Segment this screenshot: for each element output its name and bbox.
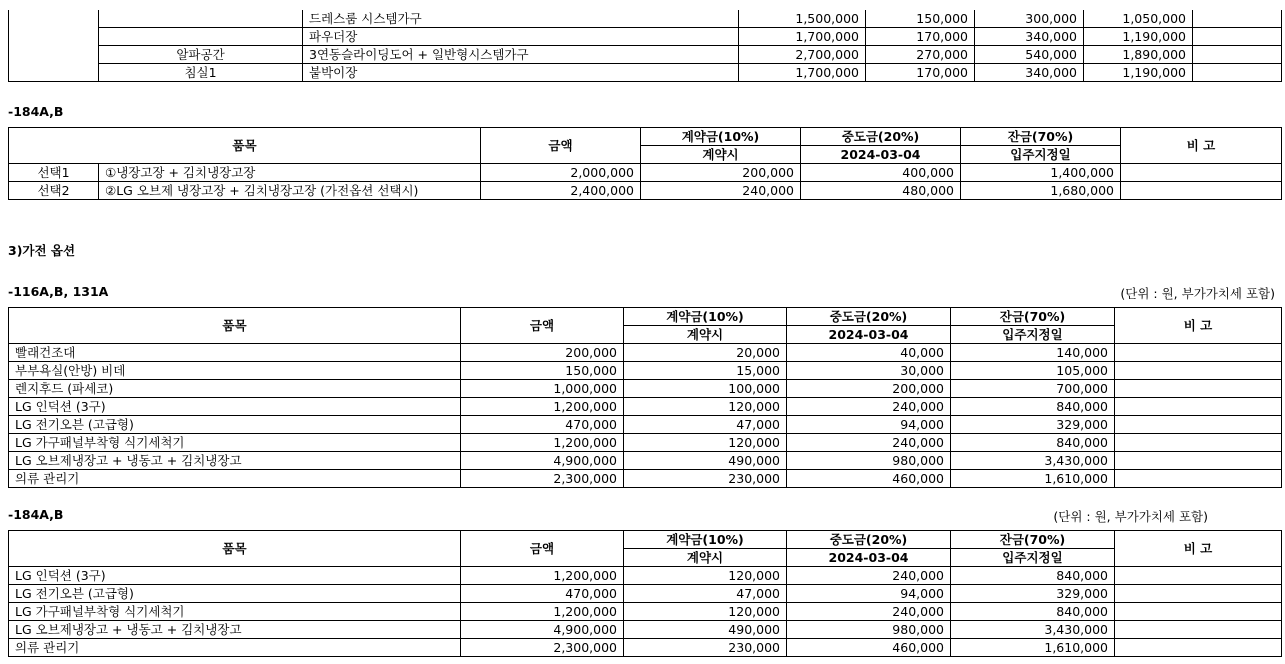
- deposit-cell: 47,000: [624, 585, 787, 603]
- section-title: -184A,B: [8, 104, 64, 119]
- item-cell: 부부욕실(안방) 비데: [9, 362, 461, 380]
- middle-cell: 40,000: [787, 344, 951, 362]
- middle-cell: 240,000: [787, 603, 951, 621]
- deposit-cell: 490,000: [624, 452, 787, 470]
- amount-cell: 1,000,000: [461, 380, 624, 398]
- note-cell: [1115, 434, 1282, 452]
- item-cell: 파우더장: [303, 28, 739, 46]
- balance-cell: 1,610,000: [951, 639, 1115, 657]
- note-cell: [1115, 621, 1282, 639]
- header-deposit-sub: 계약시: [641, 146, 801, 164]
- item-cell: 3연동슬라이딩도어 + 일반형시스템가구: [303, 46, 739, 64]
- table-row: [9, 10, 1282, 28]
- deposit-cell: 100,000: [624, 380, 787, 398]
- middle-cell: 340,000: [975, 28, 1084, 46]
- table-row: [9, 639, 1282, 657]
- balance-cell: 3,430,000: [951, 621, 1115, 639]
- middle-cell: 540,000: [975, 46, 1084, 64]
- top-option-table: [8, 10, 1282, 82]
- item-cell: 렌지후드 (파세코): [9, 380, 461, 398]
- note-cell: [1115, 567, 1282, 585]
- fridge-cabinet-table: [8, 127, 1282, 200]
- middle-cell: 30,000: [787, 362, 951, 380]
- deposit-cell: 240,000: [641, 182, 801, 200]
- amount-cell: 2,300,000: [461, 470, 624, 488]
- balance-cell: 1,610,000: [951, 470, 1115, 488]
- amount-cell: 1,200,000: [461, 398, 624, 416]
- amount-cell: 1,200,000: [461, 567, 624, 585]
- header-middle: 중도금(20%): [787, 308, 951, 326]
- item-cell: ①냉장고장 + 김치냉장고장: [99, 164, 481, 182]
- middle-cell: 200,000: [787, 380, 951, 398]
- balance-cell: 840,000: [951, 398, 1115, 416]
- table-row: [9, 344, 1282, 362]
- table-row: [9, 470, 1282, 488]
- item-cell: 드레스룸 시스템가구: [303, 10, 739, 28]
- table-row: [9, 416, 1282, 434]
- amount-cell: 2,300,000: [461, 639, 624, 657]
- unit-note: (단위 : 원, 부가가치세 포함): [1053, 509, 1208, 524]
- balance-cell: 700,000: [951, 380, 1115, 398]
- table-row: [9, 46, 1282, 64]
- item-cell: 빨래건조대: [9, 344, 461, 362]
- room-cell: 알파공간: [99, 46, 303, 64]
- note-cell: [1193, 28, 1282, 46]
- room-cell: [99, 28, 303, 46]
- deposit-cell: 47,000: [624, 416, 787, 434]
- item-cell: LG 전기오븐 (고급형): [9, 416, 461, 434]
- middle-cell: 460,000: [787, 470, 951, 488]
- balance-cell: 329,000: [951, 416, 1115, 434]
- balance-cell: 1,050,000: [1084, 10, 1193, 28]
- amount-cell: 2,000,000: [481, 164, 641, 182]
- header-middle-sub: 2024-03-04: [787, 549, 951, 567]
- balance-cell: 105,000: [951, 362, 1115, 380]
- header-balance-sub: 입주지정일: [961, 146, 1121, 164]
- header-amount: 금액: [481, 128, 641, 164]
- note-cell: [1193, 10, 1282, 28]
- item-cell: LG 가구패널부착형 식기세척기: [9, 434, 461, 452]
- balance-cell: 3,430,000: [951, 452, 1115, 470]
- item-cell: 붙박이장: [303, 64, 739, 82]
- note-cell: [1115, 398, 1282, 416]
- table-row: [9, 452, 1282, 470]
- note-cell: [1121, 182, 1282, 200]
- appliance-table-116: [8, 307, 1282, 488]
- header-row: [9, 128, 1282, 146]
- middle-cell: 980,000: [787, 621, 951, 639]
- header-row: [9, 308, 1282, 326]
- room-cell: [99, 10, 303, 28]
- unit-note: (단위 : 원, 부가가치세 포함): [1120, 286, 1275, 301]
- header-middle: 중도금(20%): [801, 128, 961, 146]
- table-row: [9, 380, 1282, 398]
- note-cell: [1115, 452, 1282, 470]
- deposit-cell: 230,000: [624, 470, 787, 488]
- header-balance: 잔금(70%): [961, 128, 1121, 146]
- note-cell: [1115, 585, 1282, 603]
- appliance-table-184: [8, 530, 1282, 657]
- balance-cell: 1,400,000: [961, 164, 1121, 182]
- header-item: 품목: [9, 308, 461, 344]
- balance-cell: 1,680,000: [961, 182, 1121, 200]
- deposit-cell: 150,000: [866, 10, 975, 28]
- deposit-cell: 490,000: [624, 621, 787, 639]
- header-item: 품목: [9, 531, 461, 567]
- header-note: 비 고: [1115, 308, 1282, 344]
- note-cell: [1115, 639, 1282, 657]
- amount-cell: 2,700,000: [739, 46, 866, 64]
- amount-cell: 4,900,000: [461, 452, 624, 470]
- header-note: 비 고: [1115, 531, 1282, 567]
- middle-cell: 340,000: [975, 64, 1084, 82]
- header-note: 비 고: [1121, 128, 1282, 164]
- header-middle-sub: 2024-03-04: [801, 146, 961, 164]
- section-title: -116A,B, 131A: [8, 284, 109, 299]
- balance-cell: 840,000: [951, 567, 1115, 585]
- amount-cell: 150,000: [461, 362, 624, 380]
- middle-cell: 94,000: [787, 416, 951, 434]
- header-balance: 잔금(70%): [951, 531, 1115, 549]
- amount-cell: 1,500,000: [739, 10, 866, 28]
- item-cell: LG 오브제냉장고 + 냉동고 + 김치냉장고: [9, 452, 461, 470]
- header-balance-sub: 입주지정일: [951, 549, 1115, 567]
- balance-cell: 329,000: [951, 585, 1115, 603]
- table-row: [9, 621, 1282, 639]
- header-amount: 금액: [461, 531, 624, 567]
- middle-cell: 480,000: [801, 182, 961, 200]
- amount-cell: 1,700,000: [739, 64, 866, 82]
- item-cell: LG 인덕션 (3구): [9, 398, 461, 416]
- header-deposit-sub: 계약시: [624, 326, 787, 344]
- deposit-cell: 120,000: [624, 434, 787, 452]
- header-balance: 잔금(70%): [951, 308, 1115, 326]
- item-cell: 의류 관리기: [9, 639, 461, 657]
- balance-cell: 1,890,000: [1084, 46, 1193, 64]
- item-cell: 의류 관리기: [9, 470, 461, 488]
- middle-cell: 240,000: [787, 398, 951, 416]
- note-cell: [1115, 470, 1282, 488]
- deposit-cell: 15,000: [624, 362, 787, 380]
- note-cell: [1121, 164, 1282, 182]
- balance-cell: 1,190,000: [1084, 64, 1193, 82]
- note-cell: [1115, 380, 1282, 398]
- deposit-cell: 170,000: [866, 28, 975, 46]
- amount-cell: 1,200,000: [461, 603, 624, 621]
- balance-cell: 840,000: [951, 603, 1115, 621]
- table-row: [9, 182, 1282, 200]
- deposit-cell: 120,000: [624, 603, 787, 621]
- amount-cell: 200,000: [461, 344, 624, 362]
- deposit-cell: 200,000: [641, 164, 801, 182]
- middle-cell: 300,000: [975, 10, 1084, 28]
- room-cell: 침실1: [99, 64, 303, 82]
- amount-cell: 470,000: [461, 416, 624, 434]
- table-row: [9, 398, 1282, 416]
- deposit-cell: 230,000: [624, 639, 787, 657]
- deposit-cell: 120,000: [624, 567, 787, 585]
- table-row: [9, 603, 1282, 621]
- item-cell: LG 인덕션 (3구): [9, 567, 461, 585]
- middle-cell: 460,000: [787, 639, 951, 657]
- note-cell: [1193, 46, 1282, 64]
- deposit-cell: 120,000: [624, 398, 787, 416]
- note-cell: [1115, 362, 1282, 380]
- amount-cell: 1,700,000: [739, 28, 866, 46]
- table-row: [9, 567, 1282, 585]
- note-cell: [1193, 64, 1282, 82]
- middle-cell: 240,000: [787, 434, 951, 452]
- item-cell: LG 전기오븐 (고급형): [9, 585, 461, 603]
- header-item: 품목: [9, 128, 481, 164]
- header-deposit: 계약금(10%): [624, 308, 787, 326]
- amount-cell: 1,200,000: [461, 434, 624, 452]
- item-cell: ②LG 오브제 냉장고장 + 김치냉장고장 (가전옵션 선택시): [99, 182, 481, 200]
- item-cell: LG 가구패널부착형 식기세척기: [9, 603, 461, 621]
- deposit-cell: 270,000: [866, 46, 975, 64]
- header-deposit: 계약금(10%): [624, 531, 787, 549]
- amount-cell: 2,400,000: [481, 182, 641, 200]
- deposit-cell: 20,000: [624, 344, 787, 362]
- note-cell: [1115, 416, 1282, 434]
- item-cell: LG 오브제냉장고 + 냉동고 + 김치냉장고: [9, 621, 461, 639]
- header-middle: 중도금(20%): [787, 531, 951, 549]
- header-deposit: 계약금(10%): [641, 128, 801, 146]
- table-row: [9, 434, 1282, 452]
- table-row: [9, 64, 1282, 82]
- choice-cell: 선택2: [9, 182, 99, 200]
- header-deposit-sub: 계약시: [624, 549, 787, 567]
- middle-cell: 94,000: [787, 585, 951, 603]
- deposit-cell: 170,000: [866, 64, 975, 82]
- amount-cell: 470,000: [461, 585, 624, 603]
- amount-cell: 4,900,000: [461, 621, 624, 639]
- balance-cell: 1,190,000: [1084, 28, 1193, 46]
- section-heading: 3)가전 옵션: [8, 243, 76, 258]
- header-balance-sub: 입주지정일: [951, 326, 1115, 344]
- note-cell: [1115, 344, 1282, 362]
- table-row: [9, 164, 1282, 182]
- balance-cell: 140,000: [951, 344, 1115, 362]
- table-row: [9, 585, 1282, 603]
- balance-cell: 840,000: [951, 434, 1115, 452]
- header-row: [9, 531, 1282, 549]
- note-cell: [1115, 603, 1282, 621]
- table-row: [9, 28, 1282, 46]
- header-amount: 금액: [461, 308, 624, 344]
- middle-cell: 400,000: [801, 164, 961, 182]
- section-title: -184A,B: [8, 507, 64, 522]
- choice-cell: 선택1: [9, 164, 99, 182]
- middle-cell: 980,000: [787, 452, 951, 470]
- header-middle-sub: 2024-03-04: [787, 326, 951, 344]
- table-row: [9, 362, 1282, 380]
- middle-cell: 240,000: [787, 567, 951, 585]
